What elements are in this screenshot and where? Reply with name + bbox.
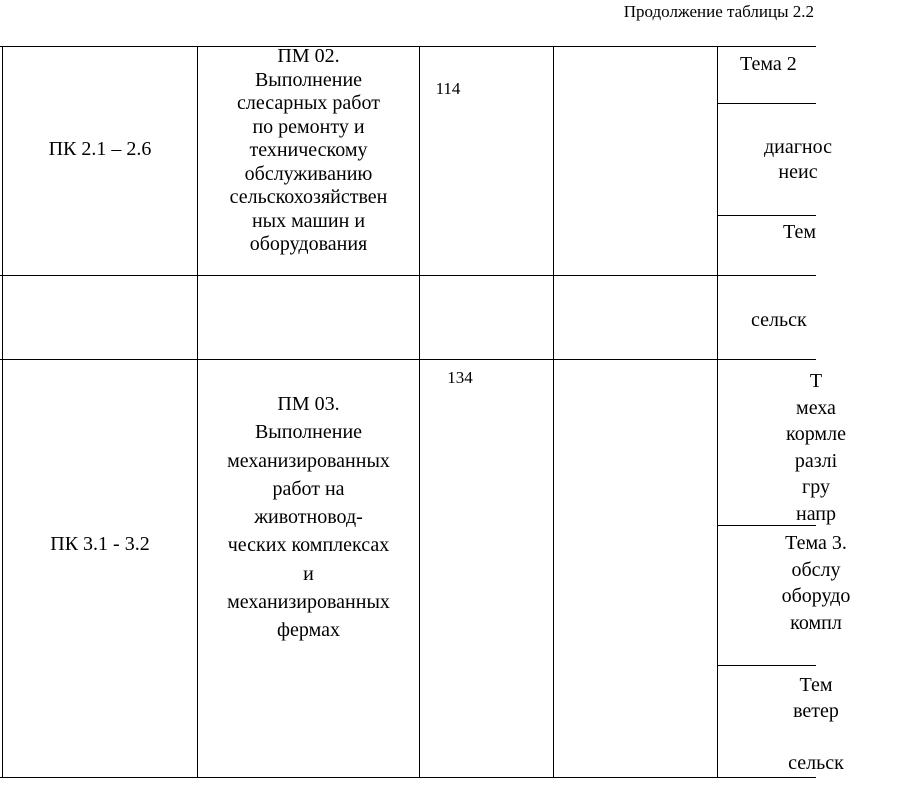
column-divider [419, 46, 420, 778]
topic-cell: Тема 2 [740, 53, 797, 75]
topic-cell: Т меха кормле разлі гру напр [786, 370, 846, 525]
column-divider [553, 46, 554, 778]
topic-cell: Тема 3. обслу оборудо компл [781, 532, 851, 634]
competency-cell: ПК 2.1 – 2.6 [48, 138, 152, 160]
table-caption: Продолжение таблицы 2.2 [623, 2, 814, 21]
competency-cell: ПК 3.1 - 3.2 [50, 533, 150, 555]
topic-divider [717, 215, 816, 216]
row-divider [0, 275, 816, 276]
topic-cell: сельск [751, 309, 807, 331]
topic-cell: Тем [783, 221, 816, 243]
topic-cell: диагнос неис [763, 136, 833, 183]
module-cell: ПМ 03. Выполнение механизированных работ на животновод- ческих комплексах и механизированных фермах [227, 393, 390, 642]
topic-divider [717, 103, 816, 104]
table-border-bottom [0, 777, 816, 778]
row-divider [0, 359, 816, 360]
hours-cell: 114 [435, 79, 461, 98]
module-cell: ПМ 02. Выполнение слесарных работ по ремонту и техническому обслуживанию сельскохозяйствен ных машин и оборудования [229, 45, 388, 255]
topic-cell: Тем ветер сельск [788, 674, 844, 774]
hours-cell: 134 [447, 368, 473, 387]
topic-divider [717, 665, 816, 666]
